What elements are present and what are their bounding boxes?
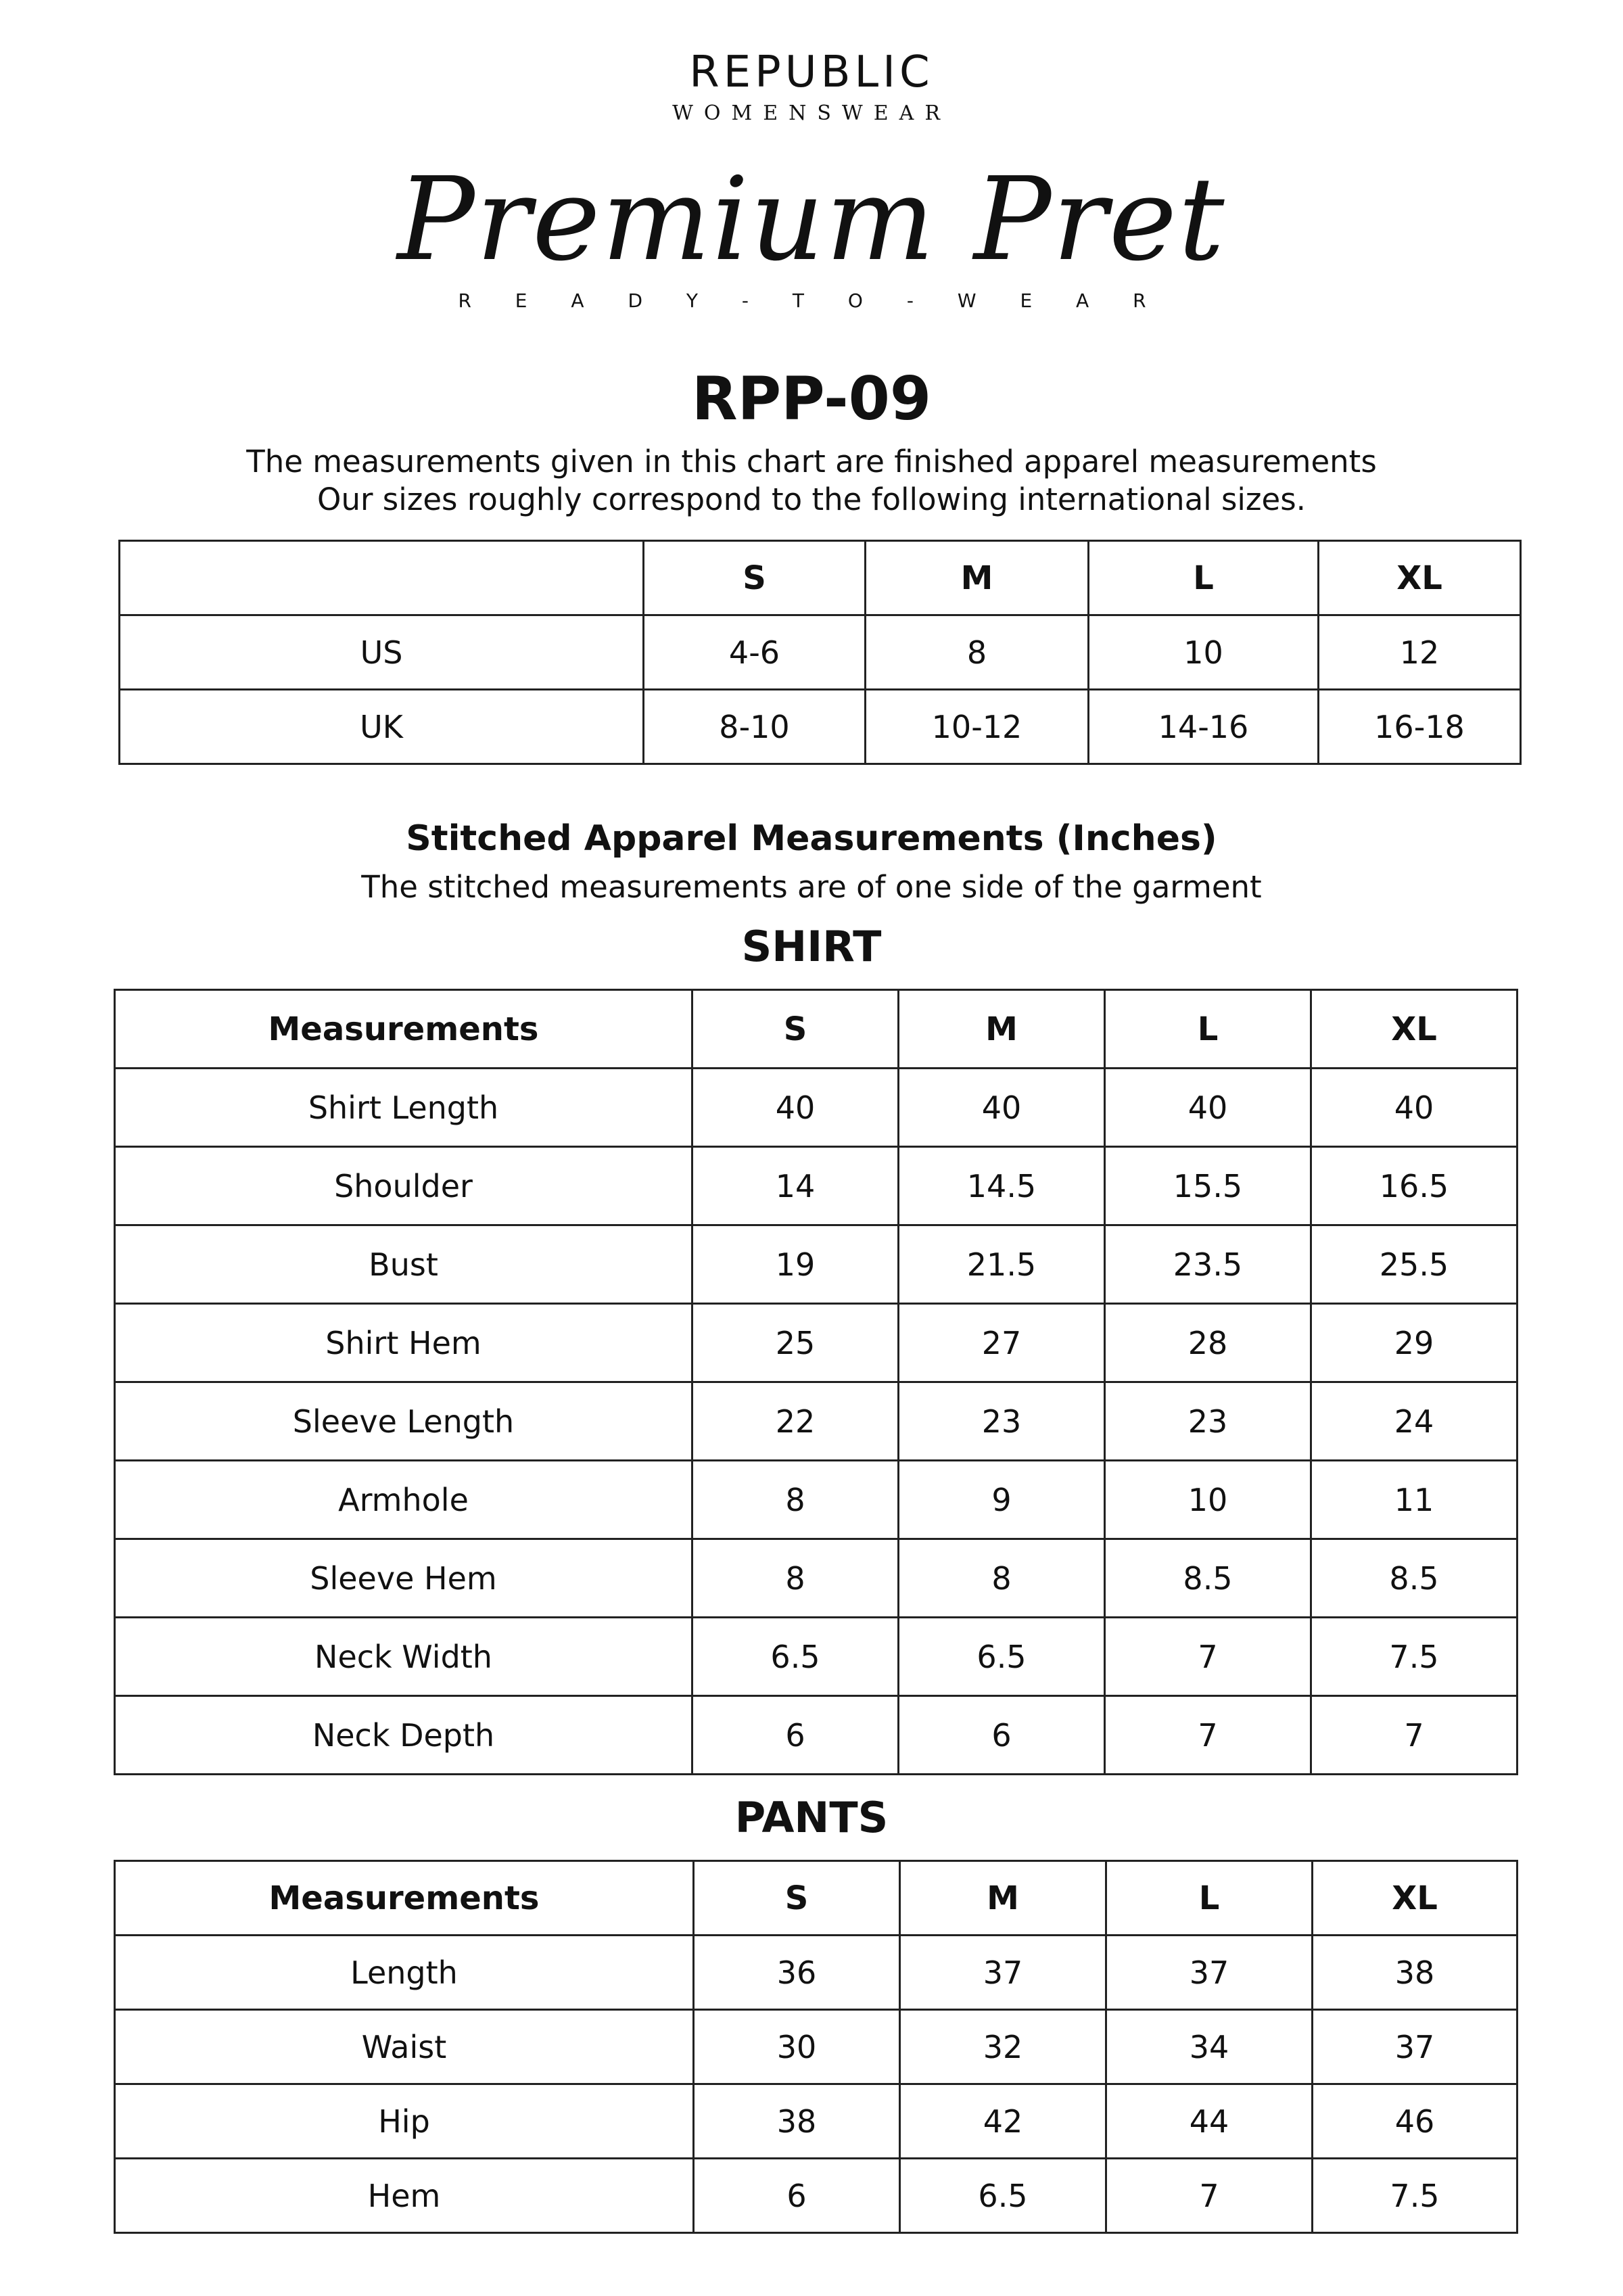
table-cell: 40 (899, 1069, 1105, 1147)
table-cell: 10-12 (866, 690, 1089, 764)
table-row (115, 1069, 1518, 1147)
brand-name: REPUBLIC (689, 47, 934, 97)
table-cell: 14.5 (899, 1147, 1105, 1225)
table-cell: 21.5 (899, 1225, 1105, 1304)
table-cell: 6 (694, 2159, 900, 2233)
table-cell: 8.5 (1105, 1539, 1311, 1618)
shirt-title: SHIRT (741, 922, 882, 971)
table-cell: 4-6 (644, 615, 866, 690)
table-cell: 6 (692, 1696, 899, 1775)
table-cell: 16-18 (1319, 690, 1521, 764)
header-cell: XL (1311, 990, 1518, 1069)
table-cell: 11 (1311, 1461, 1518, 1539)
table-cell: 14 (692, 1147, 899, 1225)
table-cell: 7 (1105, 1696, 1311, 1775)
header-cell: L (1089, 541, 1319, 615)
table-cell: 7 (1105, 1618, 1311, 1696)
table-cell: 10 (1089, 615, 1319, 690)
row-label: Shoulder (115, 1147, 692, 1225)
table-cell: 19 (692, 1225, 899, 1304)
intro-line-1: The measurements given in this chart are finished apparel measurements (246, 444, 1377, 479)
row-label: Hip (115, 2084, 694, 2159)
row-label: Sleeve Length (115, 1382, 692, 1461)
table-cell: 23.5 (1105, 1225, 1311, 1304)
table-cell: 44 (1106, 2084, 1313, 2159)
header-cell: Measurements (115, 990, 692, 1069)
table-cell: 8 (692, 1539, 899, 1618)
header-cell: M (899, 990, 1105, 1069)
pants-title: PANTS (734, 1793, 889, 1842)
stitched-heading: Stitched Apparel Measurements (Inches) (406, 818, 1217, 859)
table-cell: 40 (1311, 1069, 1518, 1147)
table-row (115, 1696, 1518, 1775)
stitched-subheading: The stitched measurements are of one side of the garment (361, 869, 1262, 905)
product-code: RPP-09 (691, 364, 932, 434)
header-cell: XL (1313, 1861, 1518, 1936)
row-label: Waist (115, 2010, 694, 2084)
table-cell: 10 (1105, 1461, 1311, 1539)
table-header-row (120, 541, 1521, 615)
table-cell: 37 (900, 1936, 1106, 2010)
table-cell: 25.5 (1311, 1225, 1518, 1304)
table-cell: 8 (692, 1461, 899, 1539)
row-label: UK (120, 690, 644, 764)
table-row (120, 615, 1521, 690)
table-cell: 6.5 (900, 2159, 1106, 2233)
row-label: US (120, 615, 644, 690)
table-row (115, 1461, 1518, 1539)
table-cell: 23 (1105, 1382, 1311, 1461)
table-cell: 8-10 (644, 690, 866, 764)
table-cell: 37 (1313, 2010, 1518, 2084)
table-cell: 7.5 (1313, 2159, 1518, 2233)
table-cell: 32 (900, 2010, 1106, 2084)
table-cell: 16.5 (1311, 1147, 1518, 1225)
table-row (115, 2084, 1518, 2159)
pants-measurement-table (114, 1860, 1518, 2234)
brand-subtitle: WOMENSWEAR (672, 101, 951, 125)
header-cell: S (694, 1861, 900, 1936)
row-label: Neck Depth (115, 1696, 692, 1775)
row-label: Neck Width (115, 1618, 692, 1696)
table-cell: 23 (899, 1382, 1105, 1461)
table-cell: 15.5 (1105, 1147, 1311, 1225)
table-cell: 6.5 (692, 1618, 899, 1696)
table-row (115, 2159, 1518, 2233)
table-header-row (115, 990, 1518, 1069)
table-cell: 30 (694, 2010, 900, 2084)
table-cell: 42 (900, 2084, 1106, 2159)
table-cell: 8 (866, 615, 1089, 690)
table-cell: 7 (1311, 1696, 1518, 1775)
table-cell: 9 (899, 1461, 1105, 1539)
row-label: Armhole (115, 1461, 692, 1539)
international-size-table (118, 540, 1522, 765)
table-cell: 6 (899, 1696, 1105, 1775)
intro-line-2: Our sizes roughly correspond to the following international sizes. (317, 482, 1306, 517)
header-cell: M (900, 1861, 1106, 1936)
header-cell: L (1106, 1861, 1313, 1936)
table-row (115, 1382, 1518, 1461)
table-cell: 36 (694, 1936, 900, 2010)
table-cell: 38 (1313, 1936, 1518, 2010)
table-cell: 8 (899, 1539, 1105, 1618)
table-cell: 40 (692, 1069, 899, 1147)
table-cell: 24 (1311, 1382, 1518, 1461)
header-cell (120, 541, 644, 615)
table-row (115, 1304, 1518, 1382)
header-cell: L (1105, 990, 1311, 1069)
table-cell: 6.5 (899, 1618, 1105, 1696)
header-cell: XL (1319, 541, 1521, 615)
row-label: Sleeve Hem (115, 1539, 692, 1618)
row-label: Length (115, 1936, 694, 2010)
table-row (115, 1936, 1518, 2010)
table-cell: 7 (1106, 2159, 1313, 2233)
row-label: Bust (115, 1225, 692, 1304)
table-row (115, 1225, 1518, 1304)
table-cell: 40 (1105, 1069, 1311, 1147)
header-cell: Measurements (115, 1861, 694, 1936)
table-cell: 37 (1106, 1936, 1313, 2010)
table-cell: 38 (694, 2084, 900, 2159)
row-label: Shirt Hem (115, 1304, 692, 1382)
table-row (115, 1539, 1518, 1618)
table-cell: 27 (899, 1304, 1105, 1382)
table-row (115, 1618, 1518, 1696)
table-cell: 22 (692, 1382, 899, 1461)
table-cell: 29 (1311, 1304, 1518, 1382)
table-cell: 34 (1106, 2010, 1313, 2084)
table-cell: 46 (1313, 2084, 1518, 2159)
intro-text (0, 443, 1623, 519)
table-row (115, 1147, 1518, 1225)
table-cell: 14-16 (1089, 690, 1319, 764)
header-cell: M (866, 541, 1089, 615)
table-cell: 7.5 (1311, 1618, 1518, 1696)
table-cell: 8.5 (1311, 1539, 1518, 1618)
row-label: Hem (115, 2159, 694, 2233)
table-header-row (115, 1861, 1518, 1936)
table-cell: 12 (1319, 615, 1521, 690)
header-cell: S (692, 990, 899, 1069)
header-cell: S (644, 541, 866, 615)
collection-logo: Premium Pret (397, 153, 1226, 287)
table-row (115, 2010, 1518, 2084)
table-cell: 25 (692, 1304, 899, 1382)
shirt-measurement-table (114, 989, 1518, 1775)
table-cell: 28 (1105, 1304, 1311, 1382)
row-label: Shirt Length (115, 1069, 692, 1147)
table-row (120, 690, 1521, 764)
collection-tagline: R E A D Y - T O - W E A R (458, 289, 1165, 312)
